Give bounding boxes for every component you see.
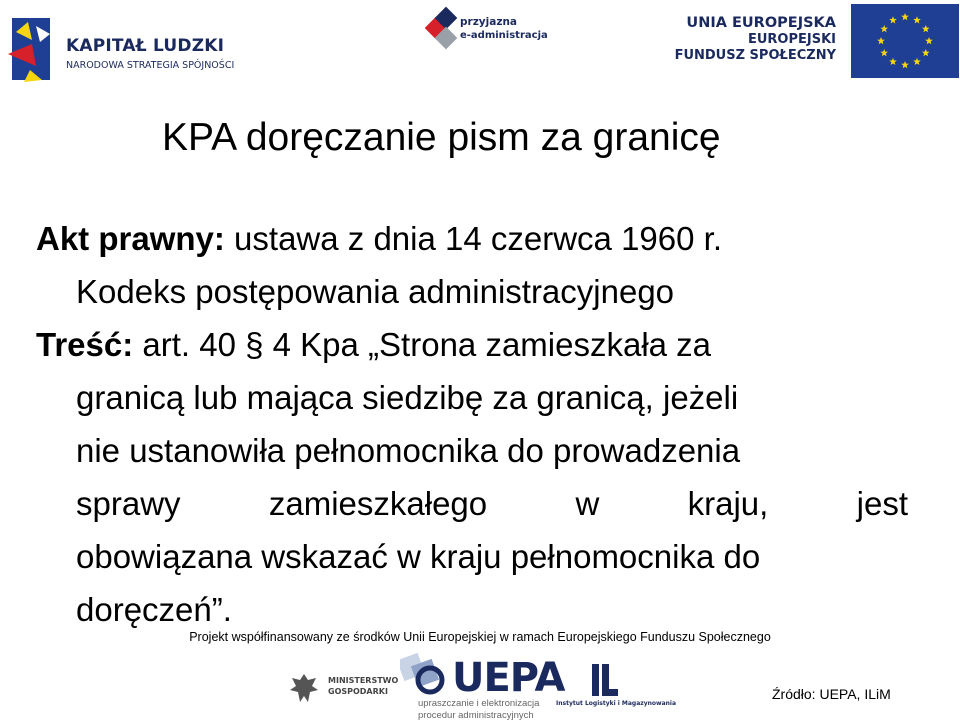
przyjazna-line1: przyjazna <box>460 16 518 28</box>
akt-prawny-line-2: Kodeks postępowania administracyjnego <box>76 273 675 310</box>
tresc-line-5: obowiązana wskazać w kraju pełnomocnika do <box>76 538 761 575</box>
kapital-ludzki-mark-icon <box>6 14 58 86</box>
przyjazna-e-administracja-logo <box>424 6 554 56</box>
przyjazna-line2: e-administracja <box>460 30 548 41</box>
uepa-logo-text: UEPA <box>452 655 565 701</box>
eagle-emblem-icon <box>286 670 322 706</box>
akt-prawny-line-1 <box>36 212 908 265</box>
uepa-subtitle-2: procedur administracyjnych <box>418 710 534 721</box>
unia-line2: EUROPEJSKI <box>747 32 836 47</box>
unia-line1: UNIA EUROPEJSKA <box>686 15 836 31</box>
puzzle-icon <box>424 6 462 52</box>
akt-prawny-label: Akt prawny: <box>36 220 225 257</box>
ministerstwo-line2: GOSPODARKI <box>328 687 388 696</box>
unia-europejska-text <box>675 14 836 64</box>
slide-body <box>36 212 908 636</box>
kapital-ludzki-logo <box>6 10 236 88</box>
tresc-text-1: art. 40 § 4 Kpa „Strona zamieszkała za <box>133 326 712 363</box>
tresc-label: Treść: <box>36 326 134 363</box>
akt-prawny-text-1: ustawa z dnia 14 czerwca 1960 r. <box>224 220 722 257</box>
instytut-logistyki-text: Instytut Logistyki i Magazynowania <box>556 700 677 707</box>
eu-flag-icon <box>851 4 959 78</box>
uepa-mark-icon <box>400 652 456 698</box>
kapital-ludzki-subtitle: NARODOWA STRATEGIA SPÓJNOŚCI <box>66 60 235 71</box>
ilim-logo-icon <box>590 664 618 696</box>
unia-line3: FUNDUSZ SPOŁECZNY <box>674 48 836 63</box>
tresc-line-3: nie ustanowiła pełnomocnika do prowadzenia <box>76 432 741 469</box>
project-footer-text: Projekt współfinansowany ze środków Unii Europejskiej w ramach Europejskiego Funduszu Społecznego <box>189 630 771 644</box>
kapital-ludzki-title: KAPITAŁ LUDZKI <box>66 36 225 56</box>
tresc-line-2: granicą lub mająca siedzibę za granicą, jeżeli <box>76 379 739 416</box>
tresc-line-4: sprawy zamieszkałego w kraju, jest <box>76 485 908 522</box>
slide-title: KPA doręczanie pism za granicę <box>162 116 721 159</box>
source-note: Źródło: UEPA, ILiM <box>772 686 891 702</box>
tresc-line-6: doręczeń”. <box>76 591 232 628</box>
ministerstwo-line1: MINISTERSTWO <box>328 676 399 685</box>
tresc-line-1 <box>36 318 908 371</box>
uepa-subtitle-1: upraszczanie i elektronizacja <box>418 698 540 709</box>
